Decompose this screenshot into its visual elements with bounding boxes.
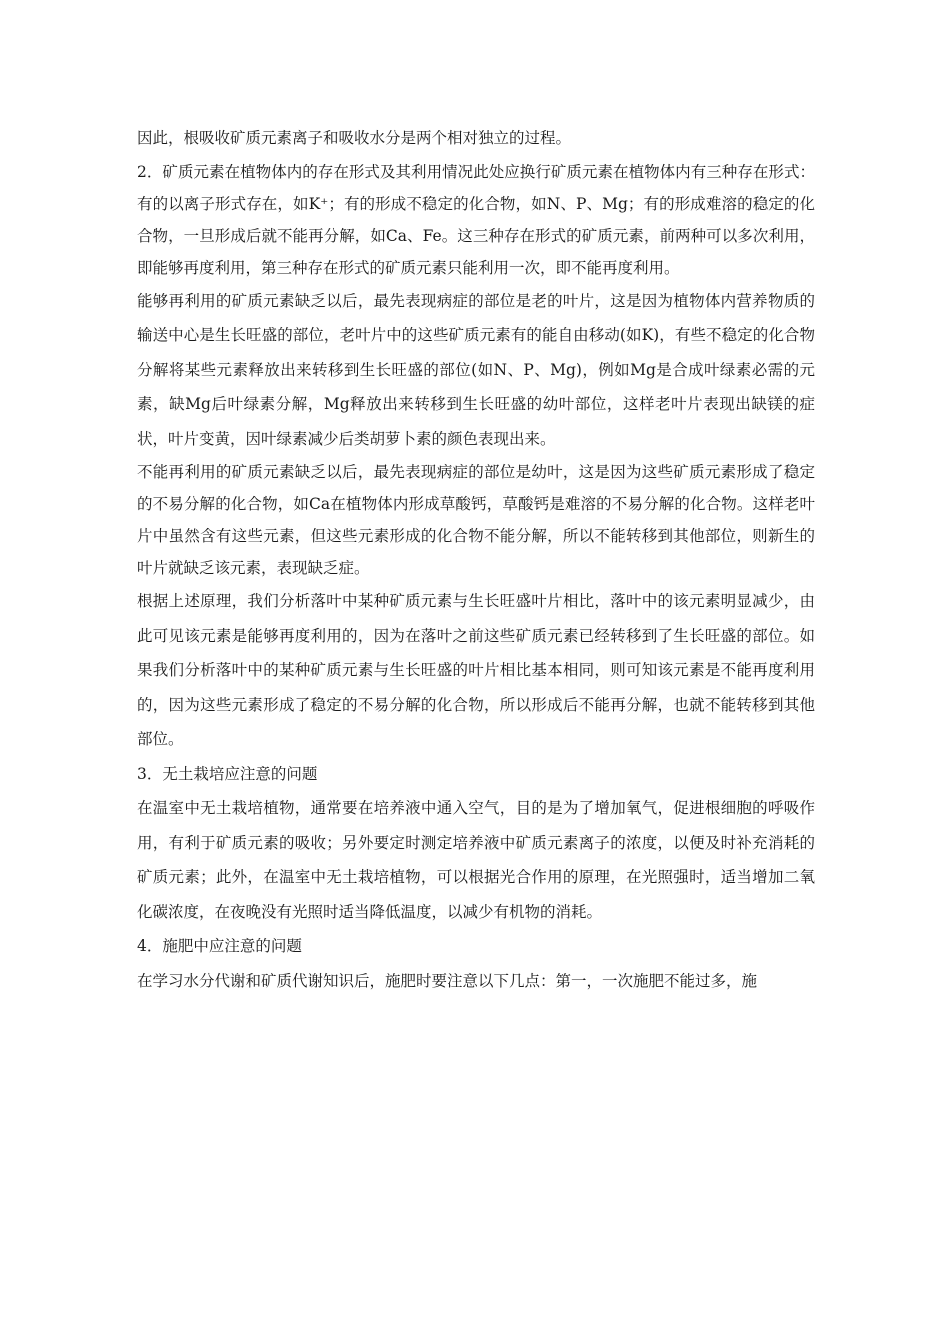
paragraph-1: 因此，根吸收矿质元素离子和吸收水分是两个相对独立的过程。 <box>137 129 572 147</box>
section-heading-soilless-culture: 3．无土栽培应注意的问题 <box>137 764 318 783</box>
paragraph-5-fallen-leaf-analysis: 根据上述原理，我们分析落叶中某种矿质元素与生长旺盛叶片相比，落叶中的该元素明显减少，由此可见该元素是能够再度利用的，因为在落叶之前这些矿质元素已经转移到了生长旺盛的部位。如果我们分析落叶中的某种矿质元素与生长旺盛的叶片相比基本相同，则可知该元素是不能再度利用的，因为这些元素形成了稳定的不易分解的化合物，所以形成后不能再分解，也就不能转移到其他部位。 <box>137 592 815 748</box>
section-heading-fertilization: 4．施肥中应注意的问题 <box>137 937 302 955</box>
paragraph-4-non-reusable-elements: 不能再利用的矿质元素缺乏以后，最先表现病症的部位是幼叶，这是因为这些矿质元素形成了稳定的不易分解的化合物，如Ca在植物体内形成草酸钙，草酸钙是难溶的不易分解的化合物。这样老叶片中虽然含有这些元素，但这些元素形成的化合物不能分解，所以不能转移到其他部位，则新生的叶片就缺乏该元素，表现缺乏症。 <box>137 463 815 577</box>
paragraph-7-fertilization: 在学习水分代谢和矿质代谢知识后，施肥时要注意以下几点：第一，一次施肥不能过多，施 <box>137 971 758 990</box>
paragraph-2-mineral-forms: 2．矿质元素在植物体内的存在形式及其利用情况此处应换行矿质元素在植物体内有三种存在形式：有的以离子形式存在，如K⁺；有的形成不稳定的化合物，如N、P、Mg；有的形成难溶的稳定的化合物，一旦形成后就不能再分解，如Ca、Fe。这三种存在形式的矿质元素，前两种可以多次利用，即能够再度利用，第三种存在形式的矿质元素只能利用一次，即不能再度利用。 <box>137 162 815 277</box>
paragraph-6-soilless-culture: 在温室中无土栽培植物，通常要在培养液中通入空气，目的是为了增加氧气，促进根细胞的呼吸作用，有利于矿质元素的吸收；另外要定时测定培养液中矿质元素离子的浓度，以便及时补充消耗的矿质元素；此外，在温室中无土栽培植物，可以根据光合作用的原理，在光照强时，适当增加二氧化碳浓度，在夜晚没有光照时适当降低温度，以减少有机物的消耗。 <box>137 799 815 921</box>
paragraph-3-reusable-elements: 能够再利用的矿质元素缺乏以后，最先表现病症的部位是老的叶片，这是因为植物体内营养物质的输送中心是生长旺盛的部位，老叶片中的这些矿质元素有的能自由移动(如K)，有些不稳定的化合物分解将某些元素释放出来转移到生长旺盛的部位(如N、P、Mg)，例如Mg是合成叶绿素必需的元素，缺Mg后叶绿素分解，Mg释放出来转移到生长旺盛的幼叶部位，这样老叶片表现出缺镁的症状，叶片变黄，因叶绿素减少后类胡萝卜素的颜色表现出来。 <box>137 291 815 448</box>
document-body <box>137 121 815 998</box>
